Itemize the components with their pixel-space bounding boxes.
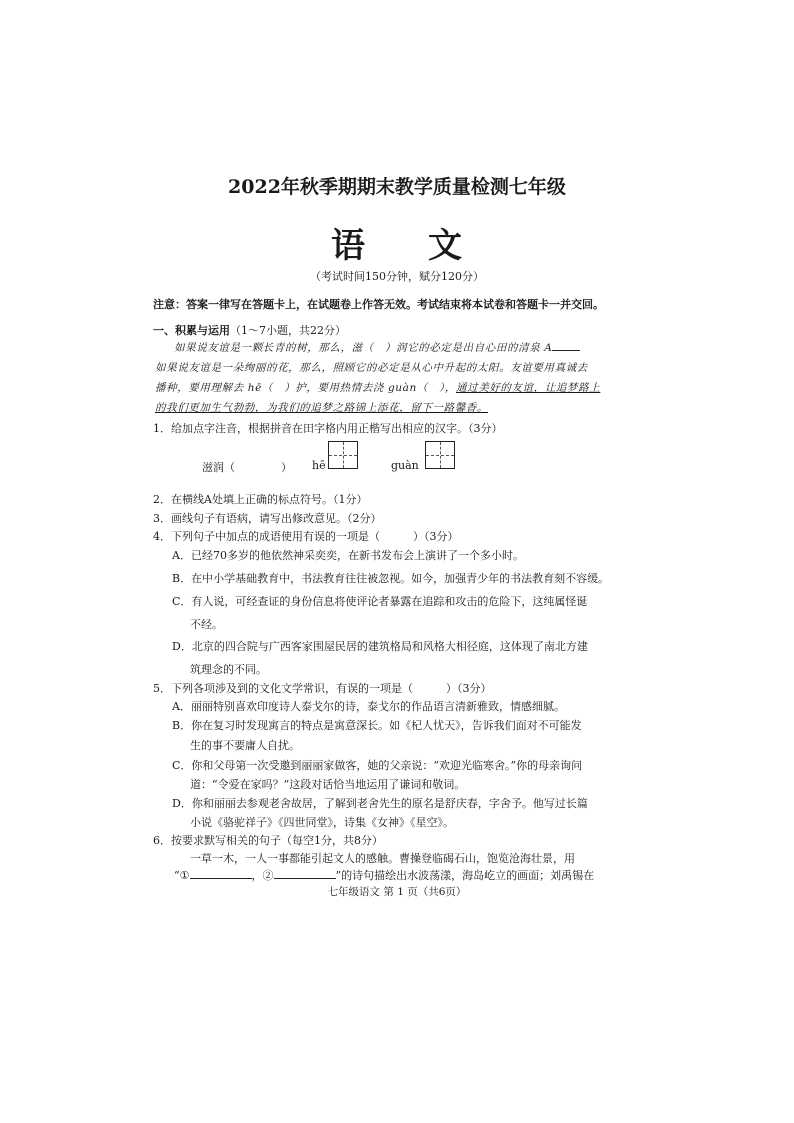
- page-footer: 七年级语文 第 1 页（共6页）: [327, 886, 467, 898]
- question-1: 1．给加点字注音，根据拼音在田字格内用正楷写出相应的汉字。（3分）: [153, 422, 503, 435]
- q5-option-b-cont: 生的事不要庸人自扰。: [190, 739, 300, 752]
- q5-option-a: A．丽丽特别喜欢印度诗人泰戈尔的诗，泰戈尔的作品语言清新雅致，情感细腻。: [172, 700, 565, 713]
- q4-option-d-cont: 筑理念的不同。: [190, 663, 267, 676]
- q5-option-b: B．你在复习时发现寓言的特点是寓意深长。如《杞人忧天》，告诉我们面对不可能发: [172, 719, 582, 732]
- subject-char-left: 语: [331, 226, 366, 266]
- blank-a: [552, 340, 580, 351]
- q5-option-c-cont: 道：“令爱在家吗？”这段对话恰当地运用了谦词和敬词。: [190, 778, 466, 791]
- q4-option-c-cont: 不经。: [190, 618, 223, 631]
- q1-word-ziru: 滋润（: [202, 461, 235, 474]
- q1-pinyin-he: hē: [312, 459, 326, 472]
- tianzige-box-2[interactable]: [425, 441, 455, 469]
- question-4: 4．下列句子中加点的成语使用有误的一项是（ ）（3分）: [153, 530, 459, 543]
- passage-line-3a: 播种，要用理解去 hē（ ）护，要用热情去浇 guàn（ ），: [155, 382, 457, 394]
- q4-option-c: C．有人说，可经查证的身份信息将使评论者暴露在追踪和攻击的危险下，这纯属怪诞: [172, 595, 588, 608]
- tianzige-box-1[interactable]: [328, 441, 358, 469]
- passage-line-1: [174, 340, 580, 355]
- q6-blank-1[interactable]: [190, 868, 252, 879]
- q6-intro-line: 一草一木，一人一事都能引起文人的感触。曹操登临碣石山，饱览沧海壮景，用: [190, 852, 575, 865]
- q5-option-d-cont: 小说《骆驼祥子》《四世同堂》，诗集《女神》《星空》。: [190, 816, 454, 829]
- q4-option-d: D．北京的四合院与广西客家围屋民居的建筑格局和风格大相径庭，这体现了南北方建: [172, 640, 588, 653]
- section-heading: [153, 322, 346, 338]
- q6-fill-line-rest: ”的诗句描绘出水波荡漾，海岛屹立的画面；刘禹锡在: [335, 869, 595, 882]
- underlined-sentence-part2: 的我们更加生气勃勃，为我们的追梦之路锦上添花，留下一路馨香。: [155, 402, 488, 414]
- q4-option-a: A．已经70多岁的他依然神采奕奕，在新书发布会上演讲了一个多小时。: [172, 549, 524, 562]
- section-title: 一、积累与运用: [153, 324, 230, 337]
- q6-fill-line: [174, 867, 594, 883]
- section-note: （1～7小题，共22分）: [230, 324, 346, 337]
- question-6: 6．按要求默写相关的句子（每空1分，共8分）: [153, 834, 383, 847]
- q5-option-c: C．你和父母第一次受邀到丽丽家做客，她的父亲说：“欢迎光临寒舍。”你的母亲询问: [172, 759, 583, 772]
- question-3: 3．画线句子有语病，请写出修改意见。（2分）: [153, 512, 382, 525]
- q6-blank-2[interactable]: [274, 868, 336, 879]
- q6-blank-1-label: “①: [174, 869, 190, 882]
- passage-line-1-text: 如果说友谊是一颗长青的树，那么，滋（ ）润它的必定是出自心田的清泉 A: [174, 342, 553, 354]
- question-5: 5．下列各项涉及到的文化文学常识，有误的一项是（ ）（3分）: [153, 682, 492, 695]
- q6-blank-2-label: ，②: [251, 869, 274, 882]
- passage-line-2: 如果说友谊是一朵绚丽的花，那么，照顾它的必定是从心中升起的太阳。友谊要用真诚去: [155, 362, 588, 374]
- q5-option-d: D．你和丽丽去参观老舍故居，了解到老舍先生的原名是舒庆春，字舍予。他写过长篇: [172, 797, 588, 810]
- q4-option-b: B．在中小学基础教育中，书法教育往往被忽视。如今，加强青少年的书法教育刻不容缓。: [172, 572, 610, 585]
- subject-char-right: 文: [428, 226, 463, 266]
- q1-pinyin-guan: guàn: [391, 459, 419, 472]
- exam-title: 2022年秋季期期末教学质量检测七年级: [228, 176, 566, 198]
- subject-heading: [0, 218, 794, 267]
- q1-answer-row: [202, 459, 292, 475]
- exam-notice: 注意：答案一律写在答题卡上，在试题卷上作答无效。考试结束将本试卷和答题卡一并交回。: [153, 298, 604, 311]
- exam-time-info: （考试时间150分钟，赋分120分）: [310, 270, 484, 283]
- q1-word-ziru-close: ）: [281, 461, 292, 474]
- passage-line-3: [155, 380, 600, 395]
- question-2: 2．在横线A处填上正确的标点符号。（1分）: [153, 493, 368, 506]
- underlined-sentence-part1: 通过美好的友谊，让追梦路上: [456, 382, 601, 394]
